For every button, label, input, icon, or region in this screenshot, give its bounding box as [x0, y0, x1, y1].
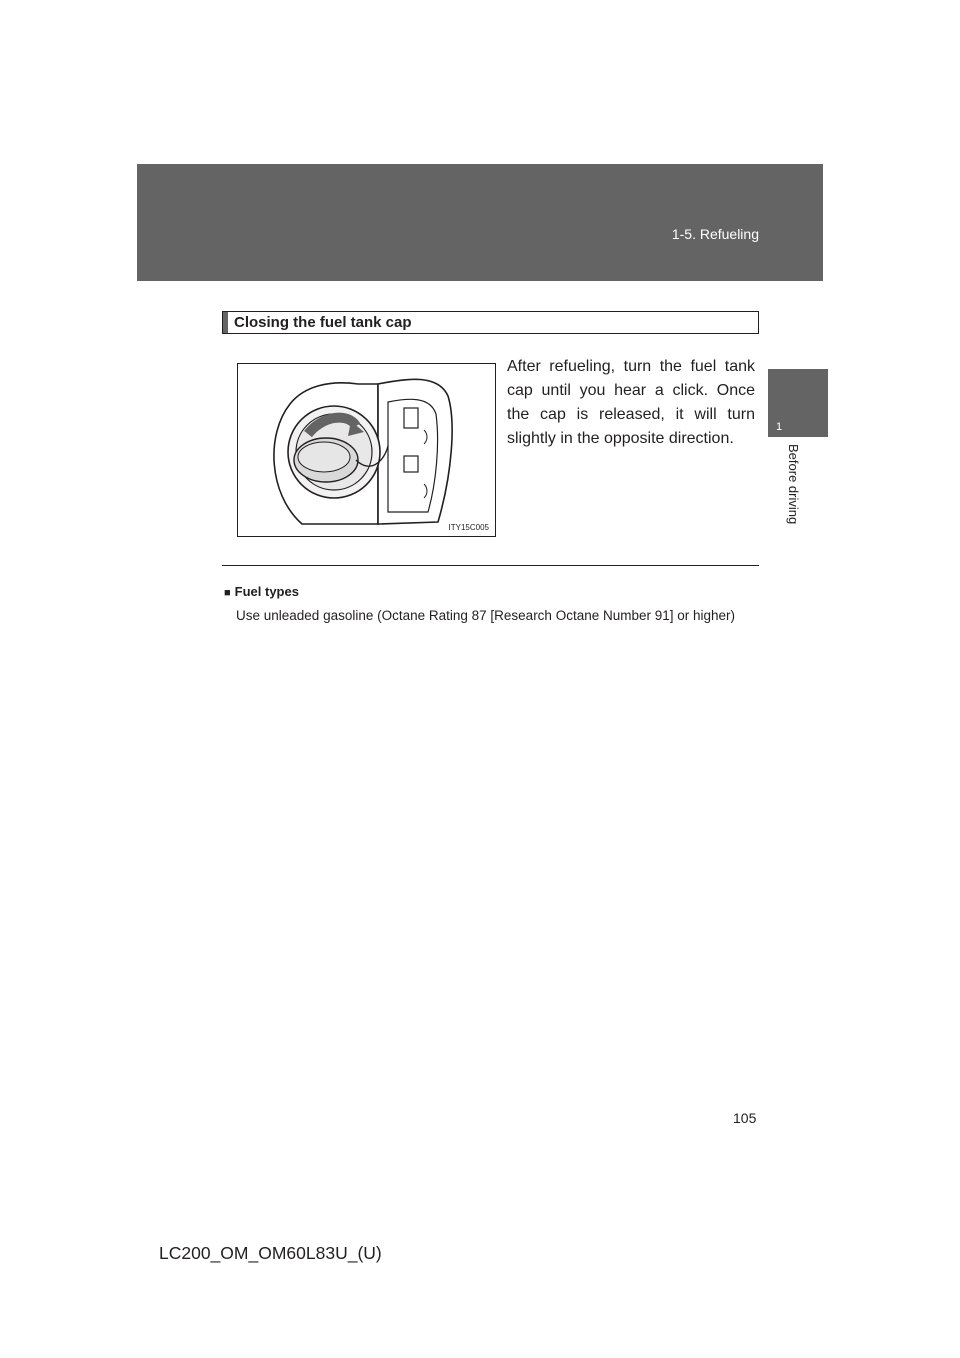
- chapter-tab: [768, 369, 828, 437]
- document-code: LC200_OM_OM60L83U_(U): [159, 1243, 382, 1263]
- fuel-cap-illustration: [238, 364, 496, 537]
- note-body: Use unleaded gasoline (Octane Rating 87 [Research Octane Number 91] or higher): [236, 608, 736, 623]
- instruction-text: After refueling, turn the fuel tank cap until you hear a click. Once the cap is released, it will turn slightly in the opposite direction.: [507, 358, 755, 447]
- note-title-text: Fuel types: [234, 584, 299, 599]
- heading-text: Closing the fuel tank cap: [234, 314, 412, 331]
- section-title: 1-5. Refueling: [671, 226, 759, 242]
- page-number: 105: [733, 1110, 757, 1126]
- heading-accent-bar: [223, 312, 228, 333]
- figure-code: ITY15C005: [448, 523, 489, 532]
- section-heading: [222, 311, 759, 334]
- note-title: [224, 584, 299, 599]
- bullet-square-icon: ■: [224, 587, 231, 599]
- divider: [222, 565, 759, 566]
- chapter-number: 1: [776, 421, 783, 433]
- chapter-title: Before driving: [786, 444, 801, 525]
- header-band: [137, 164, 823, 281]
- fuel-cap-figure: [237, 363, 496, 537]
- chapter-title-vertical: [786, 444, 802, 534]
